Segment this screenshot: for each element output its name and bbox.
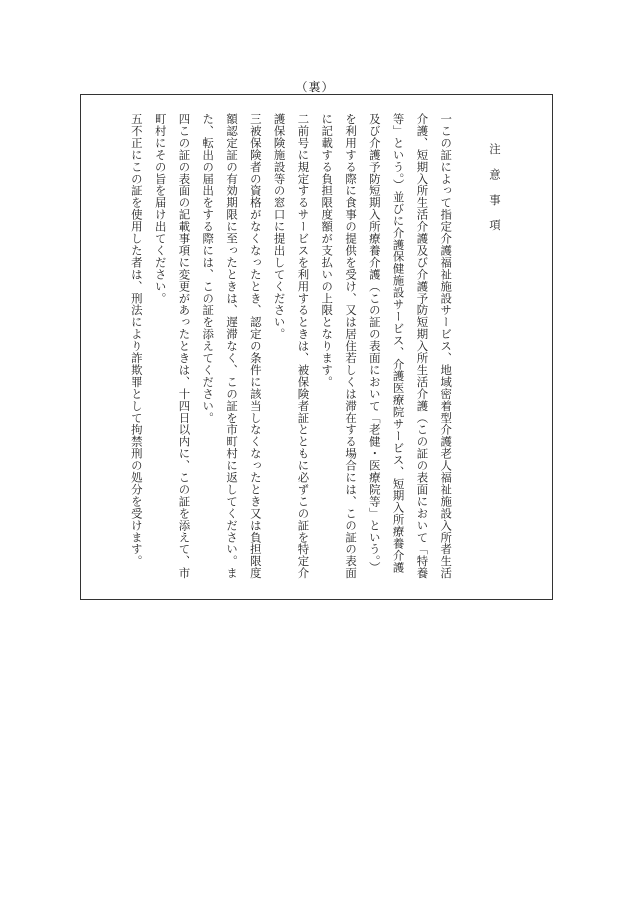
notice-item-text: この証の表面の記載事項に変更があったときは、十四日以内に、この証を添えて、市町村にその旨を届け出てください。 bbox=[153, 113, 192, 580]
notice-item-3 bbox=[195, 113, 266, 583]
notice-item-number: 三 bbox=[248, 113, 263, 125]
notice-item-text: 不正にこの証を使用した者は、刑法により詐欺罪として拘禁刑の処分を受けます。 bbox=[129, 124, 144, 568]
notice-item-number: 五 bbox=[129, 113, 144, 125]
notice-item-number: 四 bbox=[177, 113, 192, 125]
notice-content bbox=[124, 113, 506, 583]
notice-heading: 注意事項 bbox=[488, 143, 502, 245]
notice-item-2 bbox=[267, 113, 315, 583]
notice-item-number: 一 bbox=[439, 113, 454, 125]
notice-item-5 bbox=[124, 113, 148, 583]
notice-item-1 bbox=[314, 113, 457, 583]
page-side-label: （裏） bbox=[295, 80, 335, 94]
notice-item-number: 二 bbox=[296, 113, 311, 125]
notice-box bbox=[80, 94, 553, 600]
notice-item-text: 被保険者の資格がなくなったとき、認定の条件に該当しなくなったとき又は負担限度額認定証の有効期限に至ったときは、遅滞なく、この証を市町村に返してください。また、転出の届出をする際には、この証を添えてください。 bbox=[201, 113, 263, 580]
notice-item-4 bbox=[148, 113, 196, 583]
notice-item-text: 前号に規定するサービスを利用するときは、被保険者証とともに必ずこの証を特定介護保険施設等の窓口に提出してください。 bbox=[272, 113, 311, 580]
notice-item-text: この証によって指定介護福祉施設サービス、地域密着型介護老人福祉施設入所者生活介護、短期入所生活介護及び介護予防短期入所生活介護（この証の表面において「特養等」という。）並びに介護保健施設サービス、介護医療院サービス、短期入所療養介護及び介護予防短期入所療養介護（この証の表面において「老健・医療院等」という。）を利用する際に食事の提供を受け、又は居住若しくは滞在する場合には、この証の表面に記載する負担限度額が支払いの上限となります。 bbox=[320, 113, 454, 580]
